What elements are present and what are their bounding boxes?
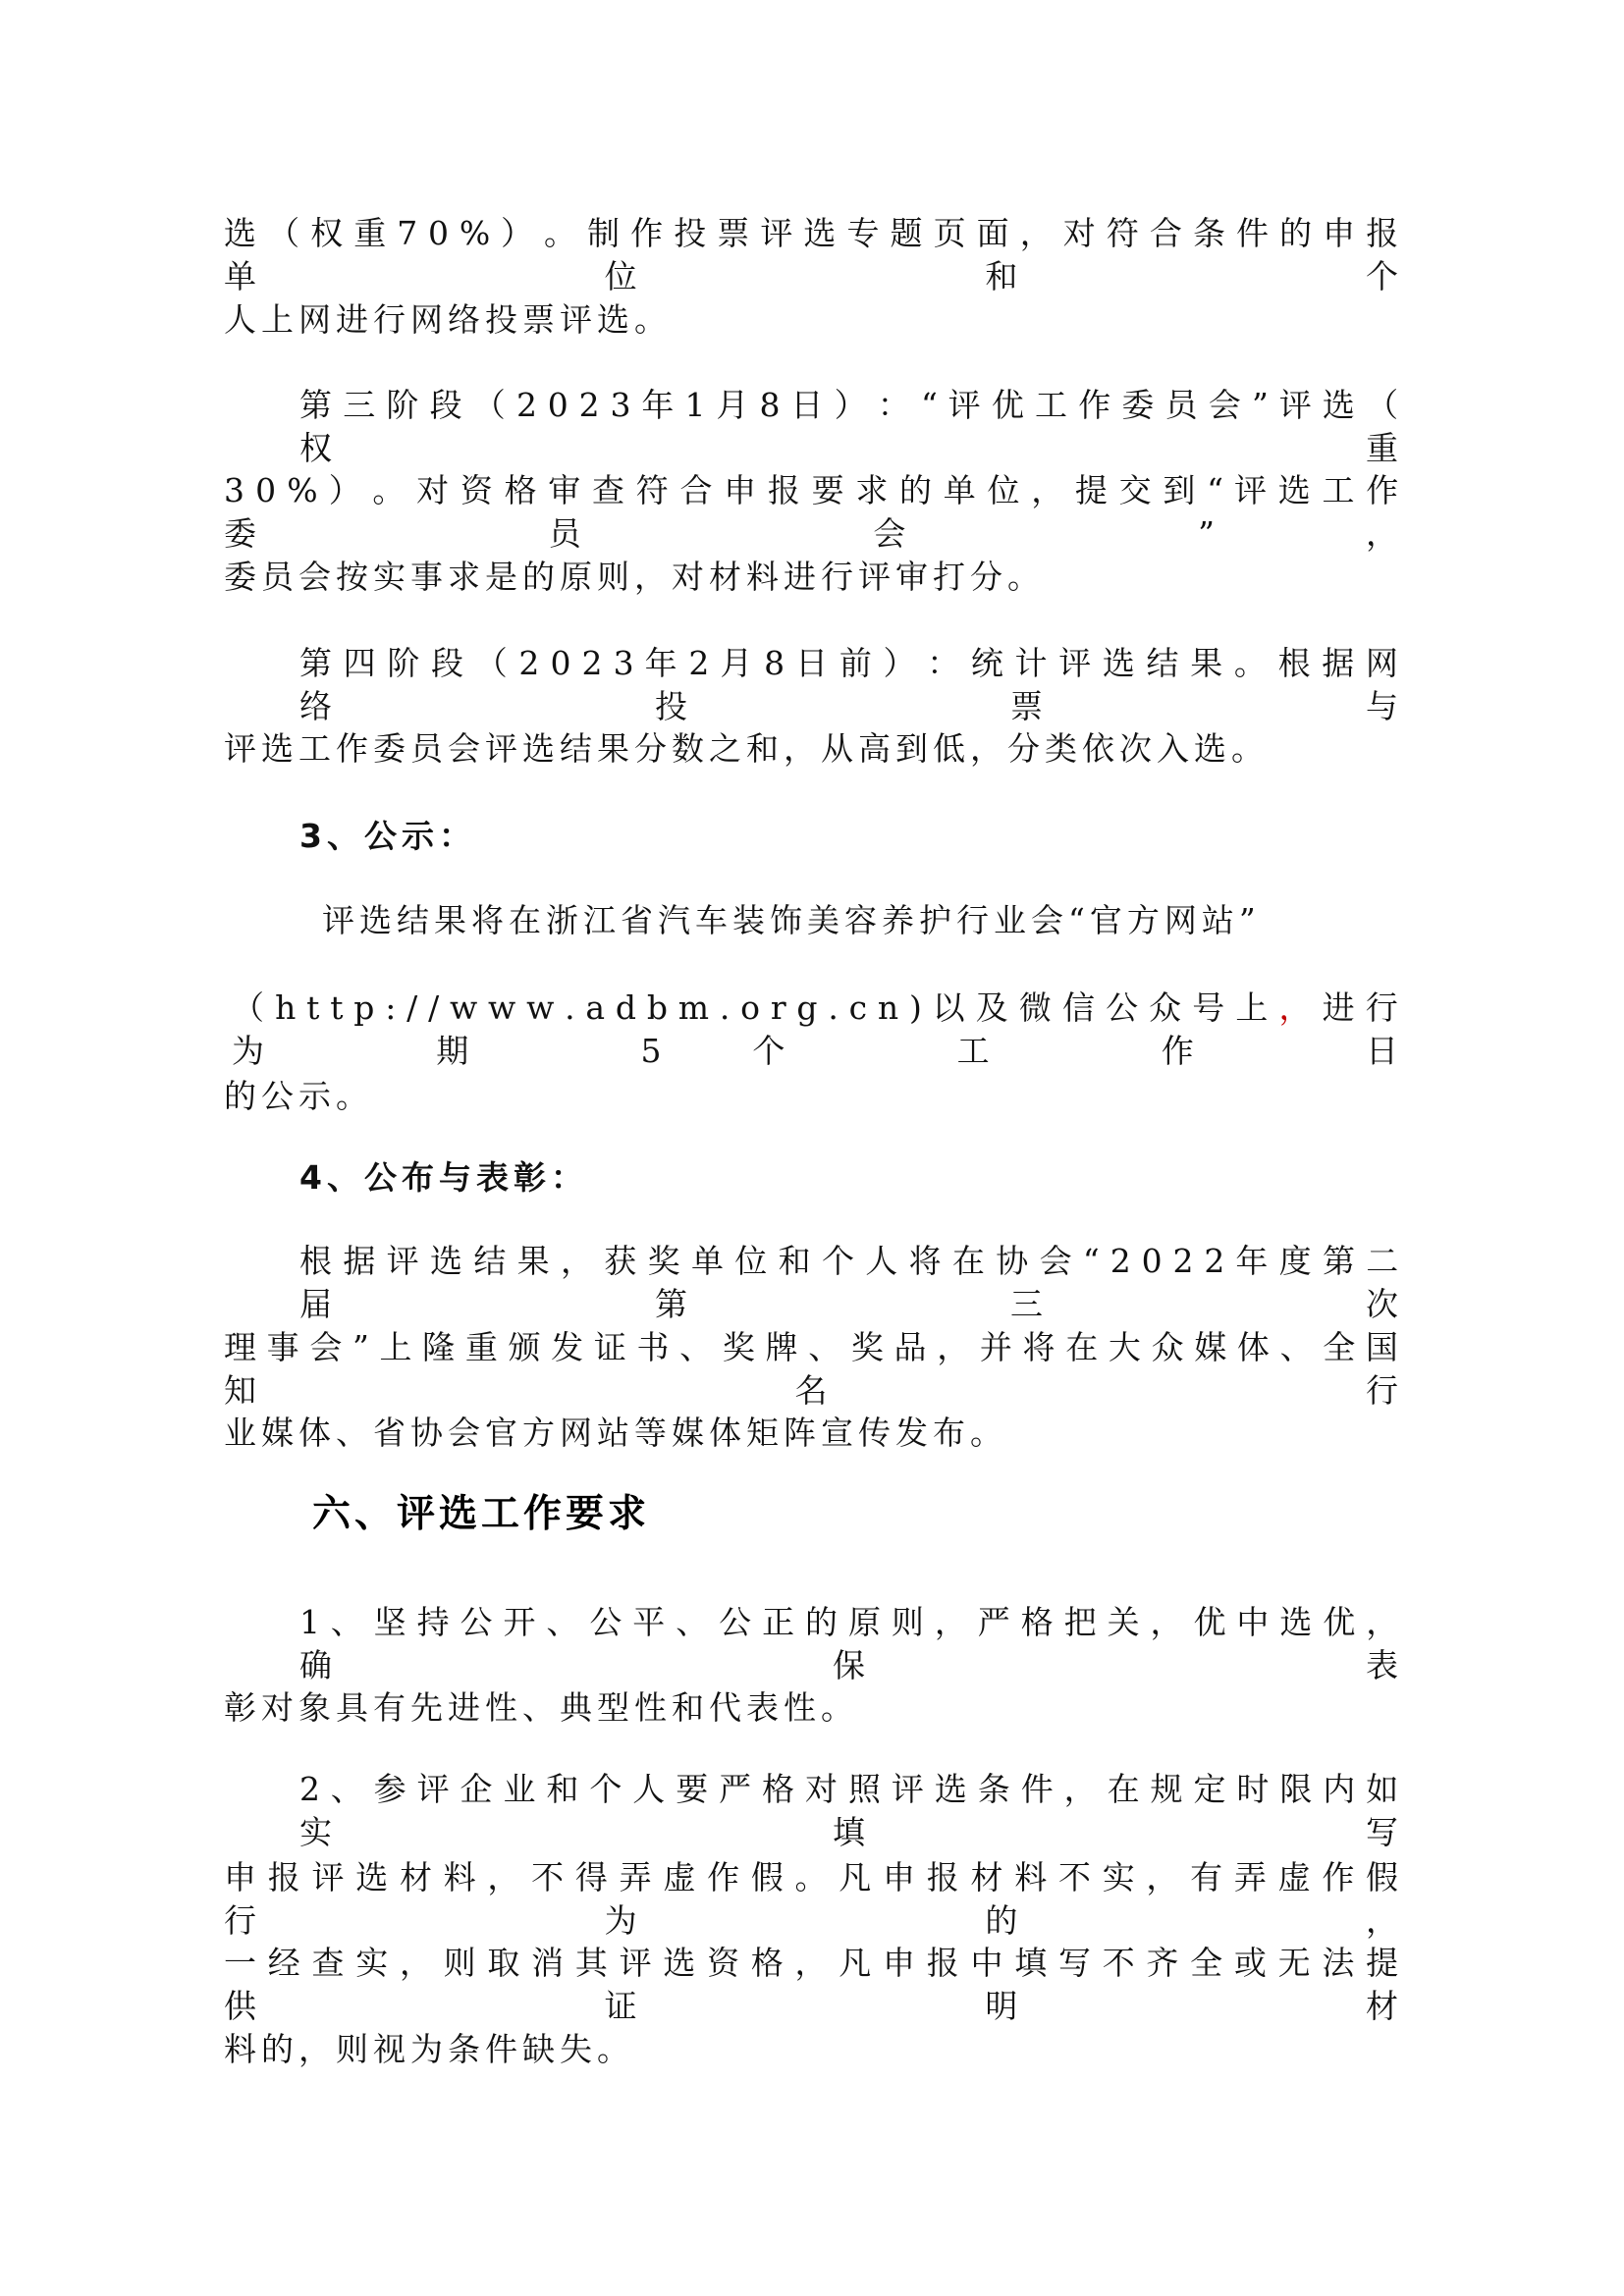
section-heading: 六、评选工作要求 bbox=[312, 1492, 651, 1536]
paragraph-line: 第 三 阶 段 （ 2 0 2 3 年 1 月 8 日 ） ： “ 评 优 工 作 委 员 会 ” 评 选 （ 权 重 bbox=[299, 386, 1399, 467]
paragraph-line: 业媒体、省协会官方网站等媒体矩阵宣传发布。 bbox=[224, 1414, 1007, 1452]
paragraph-line: 1 、 坚 持 公 开 、 公 平 、 公 正 的 原 则 ， 严 格 把 关 ， 优 中 选 优 ， 确 保 表 bbox=[299, 1603, 1399, 1684]
paragraph-line: 料的，则视为条件缺失。 bbox=[224, 2030, 634, 2068]
paragraph-line: 3 0 % ） 。 对 资 格 审 查 符 合 申 报 要 求 的 单 位 ， 提 交 到 “ 评 选 工 作 委 员 会 ” ， bbox=[224, 471, 1399, 553]
paragraph-line: 第 四 阶 段 （ 2 0 2 3 年 2 月 8 日 前 ） ： 统 计 评 选 结 果 。 根 据 网 络 投 票 与 bbox=[299, 644, 1398, 725]
subheading-publicity: 3、公示： bbox=[299, 817, 476, 855]
red-comma: ， bbox=[1278, 988, 1312, 1027]
paragraph-line: 委员会按实事求是的原则，对材料进行评审打分。 bbox=[224, 558, 1045, 596]
paragraph-text: 进 行 为 期 5 个 工 作 日 bbox=[232, 988, 1399, 1070]
paragraph-line: 的公示。 bbox=[224, 1077, 373, 1115]
paragraph-line: 一 经 查 实 ， 则 取 消 其 评 选 资 格 ， 凡 申 报 中 填 写 不 齐 全 或 无 法 提 供 证 明 材 bbox=[224, 1944, 1399, 2025]
paragraph-line: 根 据 评 选 结 果 ， 获 奖 单 位 和 个 人 将 在 协 会 “ 2 0 2 2 年 度 第 二 届 第 三 次 bbox=[299, 1242, 1399, 1323]
paragraph-line: 人上网进行网络投票评选。 bbox=[224, 300, 672, 339]
paragraph-line: 评选结果将在浙江省汽车装饰美容养护行业会“官方网站” bbox=[322, 901, 1261, 939]
paragraph-line: 选 （ 权 重 7 0 % ） 。 制 作 投 票 评 选 专 题 页 面 ， 对 符 合 条 件 的 申 报 单 位 和 个 bbox=[224, 214, 1399, 295]
subheading-announcement: 4、公布与表彰： bbox=[299, 1158, 588, 1197]
paragraph-line: 彰对象具有先进性、典型性和代表性。 bbox=[224, 1688, 858, 1727]
paragraph-line: 申 报 评 选 材 料 ， 不 得 弄 虚 作 假 。 凡 申 报 材 料 不 实 ， 有 弄 虚 作 假 行 为 的 ， bbox=[224, 1858, 1399, 1940]
paragraph-line: 2 、 参 评 企 业 和 个 人 要 严 格 对 照 评 选 条 件 ， 在 规 定 时 限 内 如 实 填 写 bbox=[299, 1770, 1399, 1851]
website-url-text: （ h t t p : / / w w w . a d b m . o r g . c n ) 以 及 微 信 公 众 号 上 bbox=[232, 988, 1269, 1027]
paragraph-line-with-link bbox=[232, 987, 1399, 1070]
paragraph-line: 评选工作委员会评选结果分数之和，从高到低，分类依次入选。 bbox=[224, 729, 1269, 768]
paragraph-line: 理 事 会 ” 上 隆 重 颁 发 证 书 、 奖 牌 、 奖 品 ， 并 将 在 大 众 媒 体 、 全 国 知 名 行 bbox=[224, 1328, 1398, 1410]
